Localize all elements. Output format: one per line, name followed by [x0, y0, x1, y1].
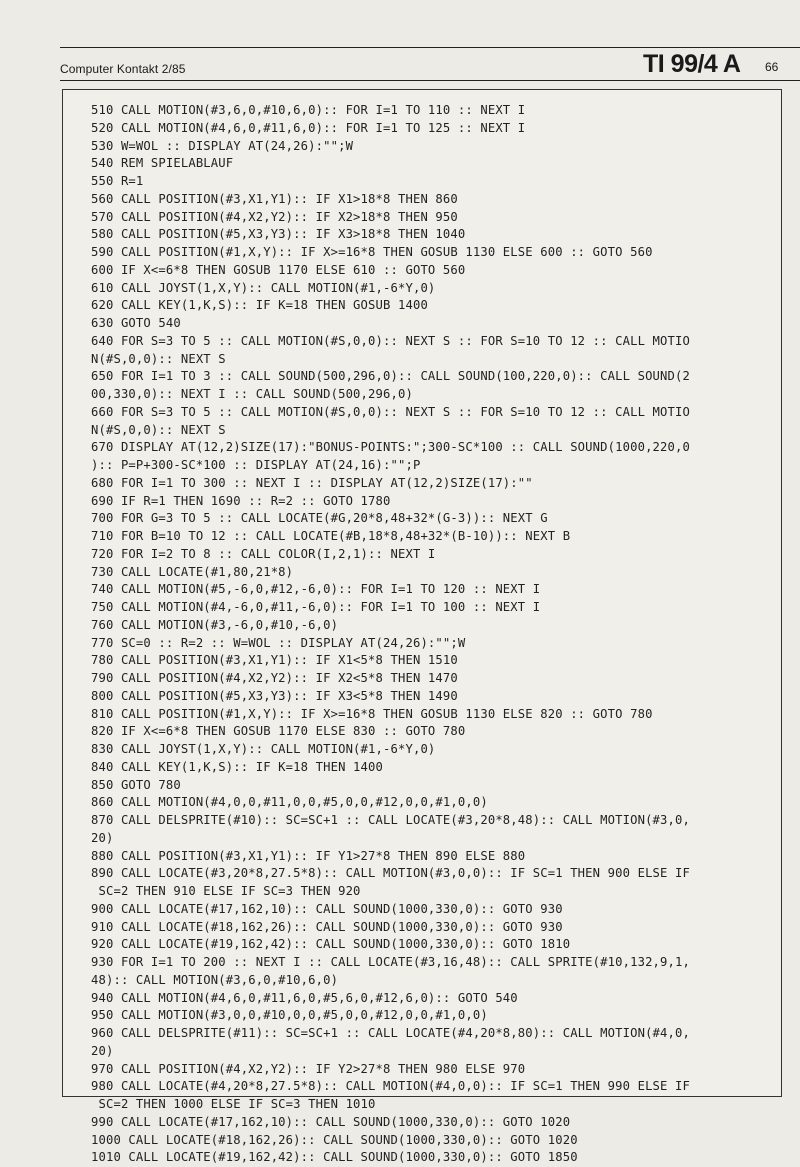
code-line: 570 CALL POSITION(#4,X2,Y2):: IF X2>18*8 THEN 950	[91, 209, 458, 224]
code-line: 580 CALL POSITION(#5,X3,Y3):: IF X3>18*8 THEN 1040	[91, 227, 466, 242]
code-line: 750 CALL MOTION(#4,-6,0,#11,-6,0):: FOR I=1 TO 100 :: NEXT I	[91, 600, 541, 614]
code-line: 800 CALL POSITION(#5,X3,Y3):: IF X3<5*8 THEN 1490	[91, 688, 458, 703]
code-line: 900 CALL LOCATE(#17,162,10):: CALL SOUND(1000,330,0):: GOTO 930	[91, 901, 563, 916]
code-line: 780 CALL POSITION(#3,X1,Y1):: IF X1<5*8 THEN 1510	[91, 653, 458, 668]
header-rule	[60, 80, 800, 81]
code-line: 700 FOR G=3 TO 5 :: CALL LOCATE(#G,20*8,48+32*(G-3)):: NEXT G	[91, 511, 548, 526]
code-line: 1010 CALL LOCATE(#19,162,42):: CALL SOUND(1000,330,0):: GOTO 1850	[91, 1150, 578, 1165]
system-title: TI 99/4 A	[643, 50, 741, 78]
code-line: 620 CALL KEY(1,K,S):: IF K=18 THEN GOSUB 1400	[91, 298, 428, 313]
code-line: N(#S,0,0):: NEXT S	[91, 351, 226, 366]
program-listing	[91, 102, 781, 1167]
code-line: 790 CALL POSITION(#4,X2,Y2):: IF X2<5*8 THEN 1470	[91, 671, 458, 685]
code-line: 770 SC=0 :: R=2 :: W=WOL :: DISPLAY AT(24,26):"";W	[91, 635, 466, 650]
code-line: 550 R=1	[91, 174, 144, 188]
code-line: 510 CALL MOTION(#3,6,0,#10,6,0):: FOR I=1 TO 110 :: NEXT I	[91, 103, 526, 117]
code-line: 850 GOTO 780	[91, 777, 181, 792]
code-line: 860 CALL MOTION(#4,0,0,#11,0,0,#5,0,0,#12,0,0,#1,0,0)	[91, 795, 488, 810]
code-line: 890 CALL LOCATE(#3,20*8,27.5*8):: CALL MOTION(#3,0,0):: IF SC=1 THEN 900 ELSE IF	[91, 866, 690, 881]
code-line: 910 CALL LOCATE(#18,162,26):: CALL SOUND(1000,330,0):: GOTO 930	[91, 919, 563, 934]
code-line: 660 FOR S=3 TO 5 :: CALL MOTION(#S,0,0):: NEXT S :: FOR S=10 TO 12 :: CALL MOTIO	[91, 404, 690, 419]
code-line: 970 CALL POSITION(#4,X2,Y2):: IF Y2>27*8 THEN 980 ELSE 970	[91, 1061, 526, 1076]
top-rule	[60, 47, 800, 48]
code-line: 840 CALL KEY(1,K,S):: IF K=18 THEN 1400	[91, 759, 384, 774]
code-line: 870 CALL DELSPRITE(#10):: SC=SC+1 :: CALL LOCATE(#3,20*8,48):: CALL MOTION(#3,0,	[91, 813, 690, 827]
code-line: 920 CALL LOCATE(#19,162,42):: CALL SOUND(1000,330,0):: GOTO 1810	[91, 937, 571, 952]
page-header	[60, 50, 782, 80]
code-line: 880 CALL POSITION(#3,X1,Y1):: IF Y1>27*8 THEN 890 ELSE 880	[91, 848, 526, 863]
code-line: 670 DISPLAY AT(12,2)SIZE(17):"BONUS-POINTS:";300-SC*100 :: CALL SOUND(1000,220,0	[91, 440, 690, 455]
code-line: 560 CALL POSITION(#3,X1,Y1):: IF X1>18*8 THEN 860	[91, 191, 458, 206]
code-line: 930 FOR I=1 TO 200 :: NEXT I :: CALL LOCATE(#3,16,48):: CALL SPRITE(#10,132,9,1,	[91, 955, 690, 969]
code-line: 960 CALL DELSPRITE(#11):: SC=SC+1 :: CALL LOCATE(#4,20*8,80):: CALL MOTION(#4,0,	[91, 1026, 690, 1040]
code-line: 990 CALL LOCATE(#17,162,10):: CALL SOUND(1000,330,0):: GOTO 1020	[91, 1114, 571, 1129]
code-line: 950 CALL MOTION(#3,0,0,#10,0,0,#5,0,0,#12,0,0,#1,0,0)	[91, 1008, 488, 1023]
code-line: 630 GOTO 540	[91, 316, 181, 330]
code-line: 730 CALL LOCATE(#1,80,21*8)	[91, 564, 294, 579]
code-line: 830 CALL JOYST(1,X,Y):: CALL MOTION(#1,-6*Y,0)	[91, 742, 436, 756]
code-line: 00,330,0):: NEXT I :: CALL SOUND(500,296,0)	[91, 387, 413, 401]
code-line: 520 CALL MOTION(#4,6,0,#11,6,0):: FOR I=1 TO 125 :: NEXT I	[91, 120, 526, 135]
program-listing-box	[62, 89, 782, 1165]
code-line: ):: P=P+300-SC*100 :: DISPLAY AT(24,16):"";P	[91, 458, 421, 472]
code-line: 20)	[91, 830, 114, 845]
code-line: 760 CALL MOTION(#3,-6,0,#10,-6,0)	[91, 617, 339, 632]
code-line: SC=2 THEN 1000 ELSE IF SC=3 THEN 1010	[91, 1097, 376, 1111]
code-line: 710 FOR B=10 TO 12 :: CALL LOCATE(#B,18*8,48+32*(B-10)):: NEXT B	[91, 529, 571, 543]
code-line: SC=2 THEN 910 ELSE IF SC=3 THEN 920	[91, 884, 361, 898]
code-line: 720 FOR I=2 TO 8 :: CALL COLOR(I,2,1):: NEXT I	[91, 546, 436, 561]
code-line: 640 FOR S=3 TO 5 :: CALL MOTION(#S,0,0):: NEXT S :: FOR S=10 TO 12 :: CALL MOTIO	[91, 333, 690, 348]
code-line: 540 REM SPIELABLAUF	[91, 156, 234, 171]
code-line: 980 CALL LOCATE(#4,20*8,27.5*8):: CALL MOTION(#4,0,0):: IF SC=1 THEN 990 ELSE IF	[91, 1079, 690, 1094]
magazine-issue: Computer Kontakt 2/85	[60, 62, 186, 76]
code-line: 940 CALL MOTION(#4,6,0,#11,6,0,#5,6,0,#12,6,0):: GOTO 540	[91, 990, 518, 1005]
code-line: 600 IF X<=6*8 THEN GOSUB 1170 ELSE 610 :: GOTO 560	[91, 262, 466, 277]
code-line: 820 IF X<=6*8 THEN GOSUB 1170 ELSE 830 :: GOTO 780	[91, 724, 466, 739]
code-line: 690 IF R=1 THEN 1690 :: R=2 :: GOTO 1780	[91, 493, 391, 508]
page-number: 66	[765, 60, 779, 74]
code-line: 590 CALL POSITION(#1,X,Y):: IF X>=16*8 THEN GOSUB 1130 ELSE 600 :: GOTO 560	[91, 245, 653, 259]
code-line: 48):: CALL MOTION(#3,6,0,#10,6,0)	[91, 972, 339, 987]
code-line: N(#S,0,0):: NEXT S	[91, 422, 226, 437]
code-line: 740 CALL MOTION(#5,-6,0,#12,-6,0):: FOR I=1 TO 120 :: NEXT I	[91, 582, 541, 597]
code-line: 530 W=WOL :: DISPLAY AT(24,26):"";W	[91, 138, 354, 153]
code-line: 810 CALL POSITION(#1,X,Y):: IF X>=16*8 THEN GOSUB 1130 ELSE 820 :: GOTO 780	[91, 706, 653, 721]
code-line: 650 FOR I=1 TO 3 :: CALL SOUND(500,296,0):: CALL SOUND(100,220,0):: CALL SOUND(2	[91, 369, 690, 384]
code-line: 1000 CALL LOCATE(#18,162,26):: CALL SOUND(1000,330,0):: GOTO 1020	[91, 1132, 578, 1147]
code-line: 680 FOR I=1 TO 300 :: NEXT I :: DISPLAY AT(12,2)SIZE(17):""	[91, 475, 533, 490]
code-line: 610 CALL JOYST(1,X,Y):: CALL MOTION(#1,-6*Y,0)	[91, 280, 436, 295]
code-line: 20)	[91, 1043, 114, 1058]
